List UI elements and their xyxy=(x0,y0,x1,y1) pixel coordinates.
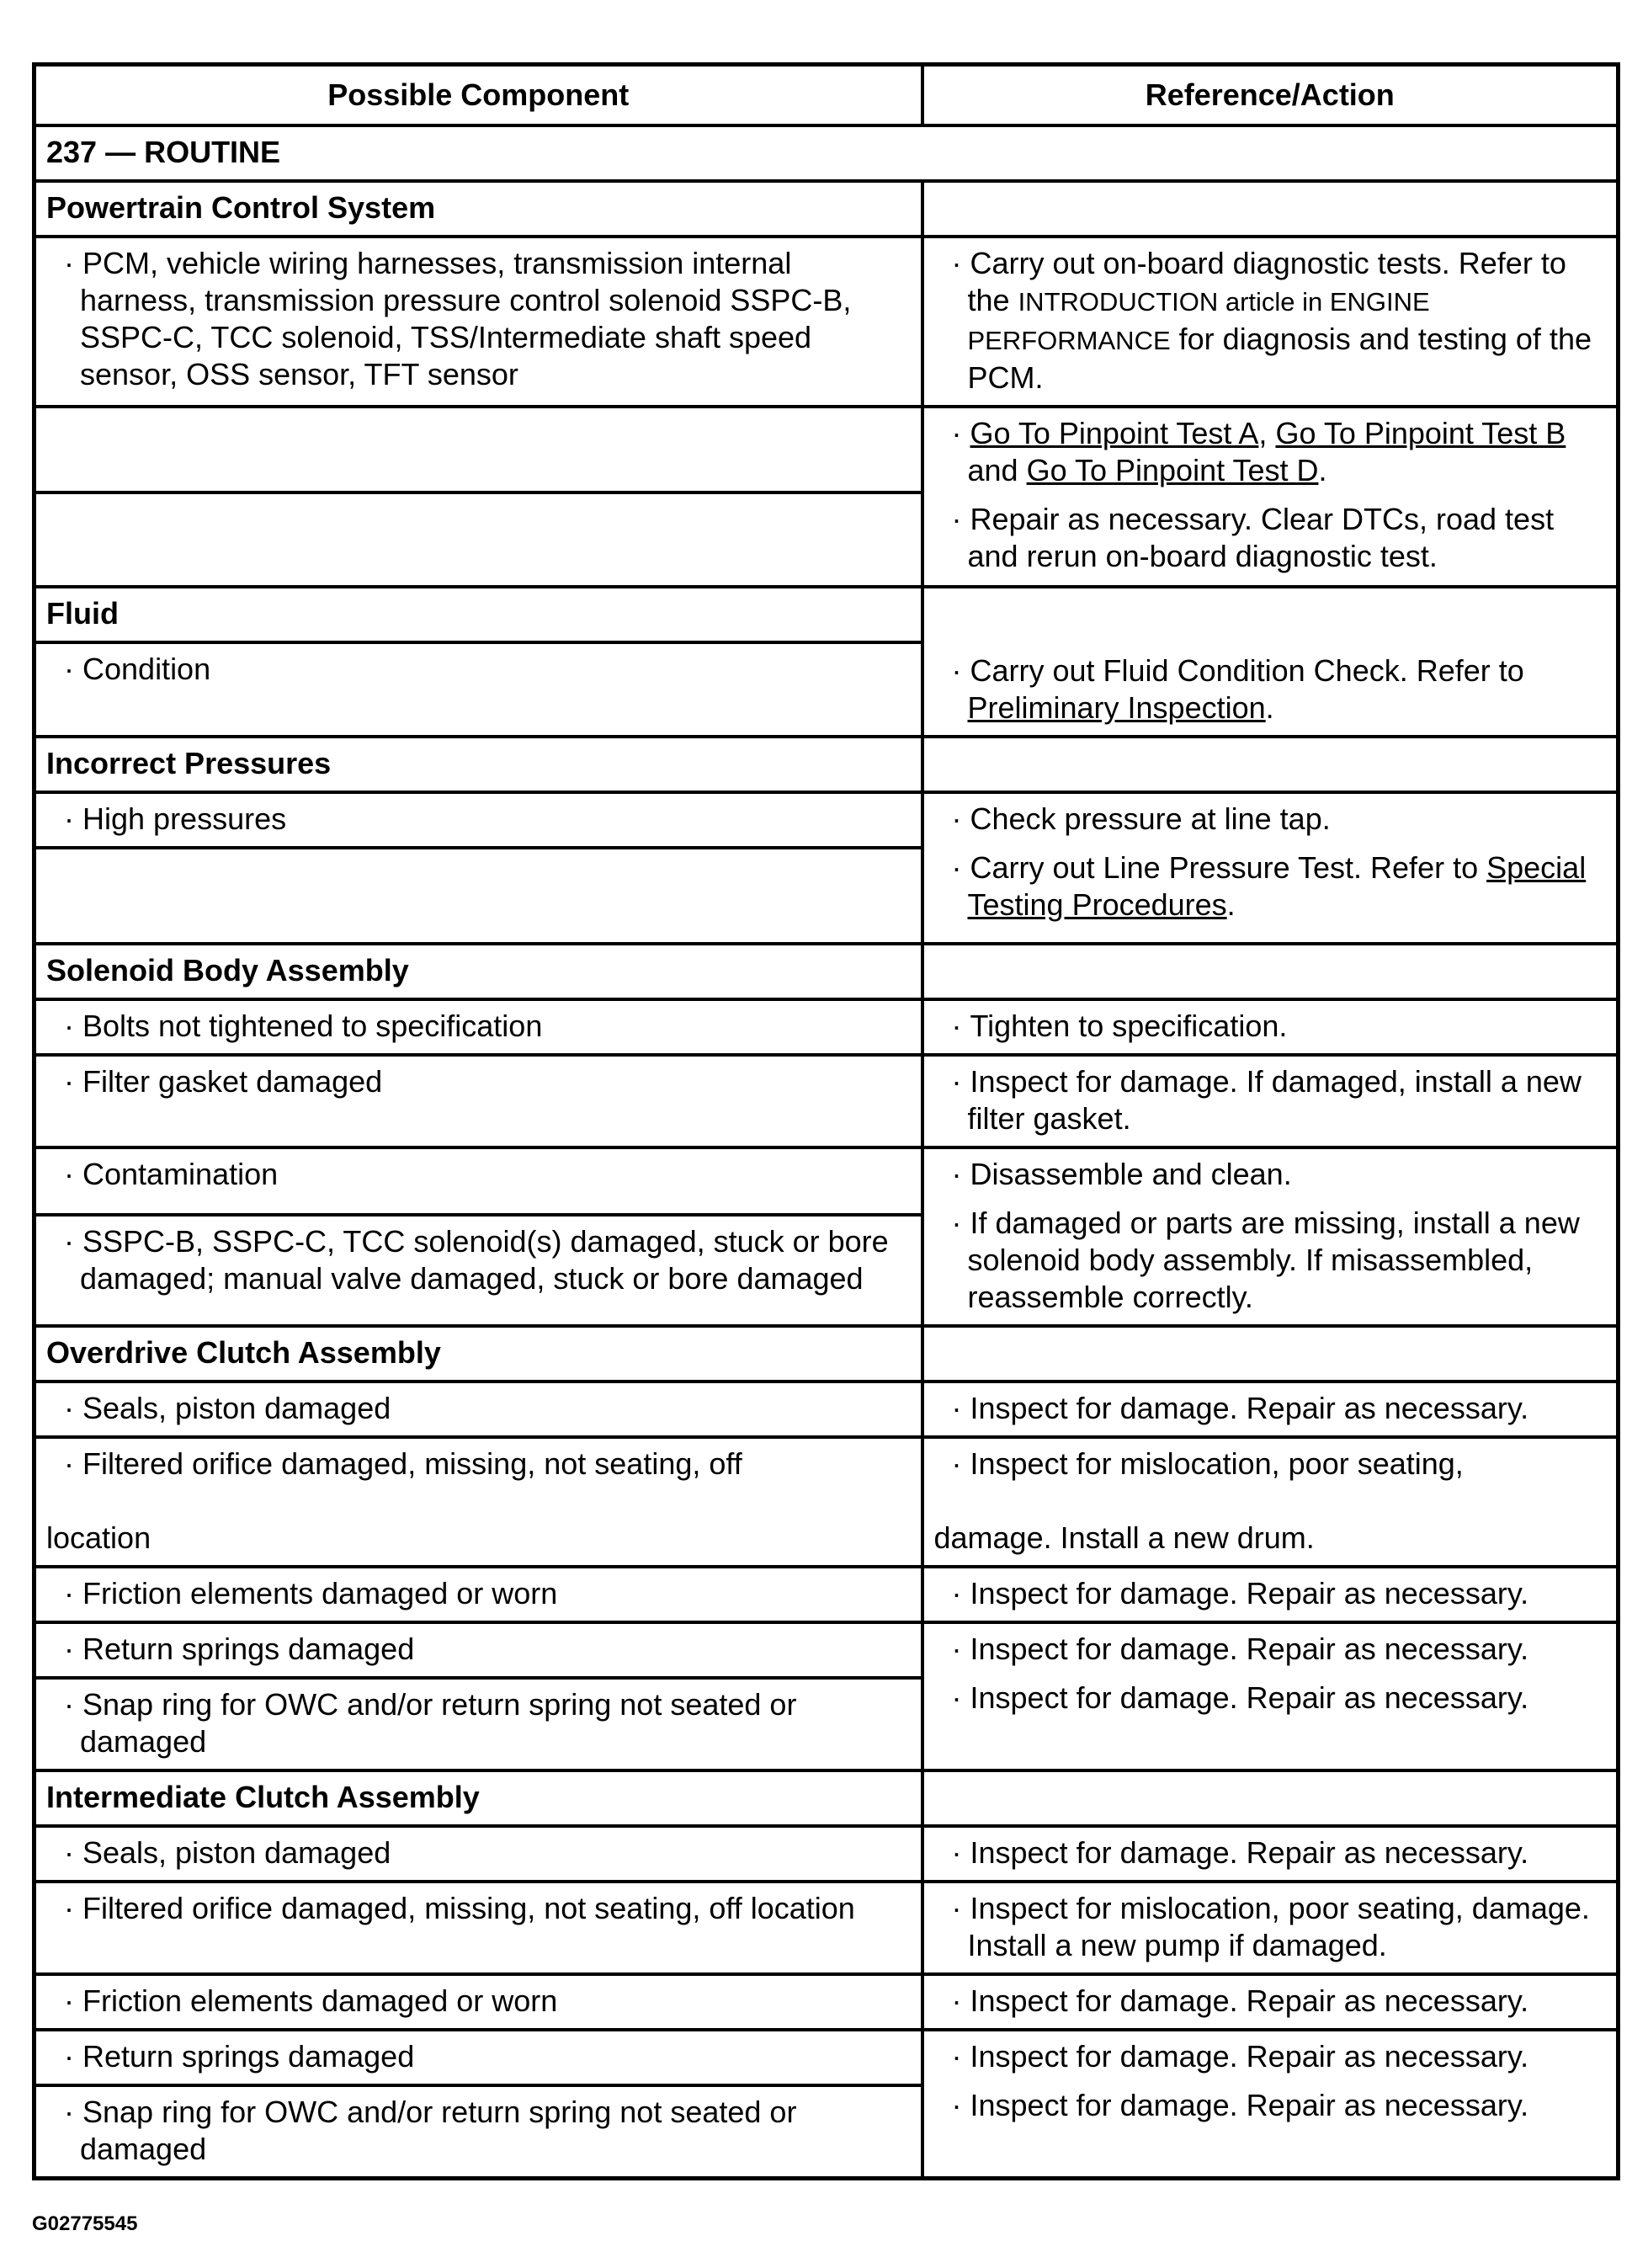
component-item: · Contamination xyxy=(46,1156,911,1193)
component-cell xyxy=(35,1567,922,1622)
action-cell xyxy=(922,1974,1619,2030)
action-text: Carry out Line Pressure Test. Refer to xyxy=(970,850,1479,885)
action-item: · Check pressure at line tap. xyxy=(934,801,1607,838)
component-cell xyxy=(35,237,922,407)
action-cell xyxy=(922,1055,1619,1147)
section-row xyxy=(35,181,1619,237)
section-title-pressures: Incorrect Pressures xyxy=(35,737,922,792)
component-cell xyxy=(35,1437,922,1567)
pinpoint-test-b-link[interactable]: Go To Pinpoint Test B xyxy=(1275,416,1566,450)
period-text: . xyxy=(1318,453,1327,487)
period-text: . xyxy=(1265,690,1274,725)
table-row xyxy=(35,1055,1619,1147)
action-item: · Inspect for damage. Repair as necessary. xyxy=(934,1575,1607,1612)
special-testing-procedures-link[interactable]: Special Testing Procedures xyxy=(967,850,1587,922)
table-row xyxy=(35,1147,1619,1215)
routine-title-row xyxy=(35,125,1619,181)
header-possible-component: Possible Component xyxy=(35,65,922,126)
component-cell xyxy=(35,1215,922,1327)
action-cell xyxy=(922,1567,1619,1622)
action-item: · Inspect for damage. Repair as necessary. xyxy=(934,1631,1607,1668)
action-cell xyxy=(922,2030,1619,2179)
table-row xyxy=(35,1826,1619,1882)
table-row xyxy=(35,1622,1619,1678)
section-row xyxy=(35,1326,1619,1382)
action-item: · Inspect for damage. Repair as necessary. xyxy=(934,1680,1607,1717)
table-row xyxy=(35,1567,1619,1622)
action-cell xyxy=(922,587,1619,737)
action-cell xyxy=(922,237,1619,407)
component-item: · Filtered orifice damaged, missing, not seating, off location xyxy=(46,1890,911,1927)
section-row xyxy=(35,1770,1619,1826)
component-item: · Filter gasket damaged xyxy=(46,1063,911,1100)
action-item xyxy=(934,849,1607,924)
component-item: · Friction elements damaged or worn xyxy=(46,1575,911,1612)
action-item: · Inspect for damage. If damaged, install a new filter gasket. xyxy=(934,1063,1607,1137)
component-item: · Snap ring for OWC and/or return spring not seated or damaged xyxy=(46,2094,911,2168)
action-item: · Inspect for damage. Repair as necessary. xyxy=(934,1390,1607,1427)
action-item: · Inspect for damage. Repair as necessary. xyxy=(934,2038,1607,2075)
action-text: Carry out Fluid Condition Check. Refer to xyxy=(970,653,1524,688)
component-item: · Bolts not tightened to specification xyxy=(46,1008,911,1045)
component-cell xyxy=(35,1974,922,2030)
component-cell xyxy=(35,1678,922,1770)
action-item: · If damaged or parts are missing, install a new solenoid body assembly. If misassembled, reassemble correctly. xyxy=(934,1205,1607,1316)
action-item: · Inspect for damage. Repair as necessary. xyxy=(934,1834,1607,1871)
component-cell xyxy=(35,1826,922,1882)
figure-id: G02775545 xyxy=(32,2212,138,2235)
section-row xyxy=(35,737,1619,792)
component-cell xyxy=(35,642,922,737)
action-item: · Repair as necessary. Clear DTCs, road test and rerun on-board diagnostic test. xyxy=(934,501,1607,575)
component-cell xyxy=(35,1882,922,1974)
section-empty-cell xyxy=(922,1326,1619,1382)
action-cell xyxy=(922,1622,1619,1770)
component-item: · Seals, piston damaged xyxy=(46,1390,911,1427)
section-title-intermediate: Intermediate Clutch Assembly xyxy=(35,1770,922,1826)
table-row xyxy=(35,792,1619,848)
section-empty-cell xyxy=(922,181,1619,237)
component-item: · Filtered orifice damaged, missing, not seating, off xyxy=(46,1445,911,1483)
action-item: · Tighten to specification. xyxy=(934,1008,1607,1045)
component-cell-empty xyxy=(35,407,922,492)
action-cell xyxy=(922,1147,1619,1326)
table-row xyxy=(35,237,1619,407)
action-item-continued: damage. Install a new drum. xyxy=(933,1520,1315,1555)
action-cell xyxy=(922,1882,1619,1974)
component-cell xyxy=(35,1622,922,1678)
section-empty-cell xyxy=(922,944,1619,999)
action-cell xyxy=(922,792,1619,944)
preliminary-inspection-link[interactable]: Preliminary Inspection xyxy=(967,690,1266,725)
component-cell xyxy=(35,1055,922,1147)
component-item: · SSPC-B, SSPC-C, TCC solenoid(s) damaged, stuck or bore damaged; manual valve damaged, stuck or bore damaged xyxy=(46,1223,911,1297)
component-item: · Return springs damaged xyxy=(46,1631,911,1668)
action-cell xyxy=(922,999,1619,1055)
diagnosis-table xyxy=(32,62,1620,2180)
action-text: Carry out on-board diagnostic tests. Refer to the xyxy=(967,246,1566,317)
action-text: for diagnosis and testing of the PCM. xyxy=(967,322,1592,395)
pinpoint-test-a-link[interactable]: Go To Pinpoint Test A xyxy=(970,416,1259,450)
pinpoint-test-d-link[interactable]: Go To Pinpoint Test D xyxy=(1026,453,1319,487)
routine-title: 237 — ROUTINE xyxy=(35,125,1619,181)
table-row xyxy=(35,1974,1619,2030)
section-title-pcs: Powertrain Control System xyxy=(35,181,922,237)
component-item: · Friction elements damaged or worn xyxy=(46,1983,911,2020)
period-text: . xyxy=(1226,887,1236,922)
component-item: · PCM, vehicle wiring harnesses, transmission internal harness, transmission pressure control solenoid SSPC-B, SSPC-C, TCC solenoid, TSS/Intermediate shaft speed sensor, OSS sensor, TFT sensor xyxy=(46,245,911,393)
component-cell-empty xyxy=(35,848,922,944)
table-row xyxy=(35,1437,1619,1567)
table-row xyxy=(35,407,1619,492)
action-cell xyxy=(922,407,1619,587)
table-row xyxy=(35,999,1619,1055)
component-item: · Snap ring for OWC and/or return spring not seated or damaged xyxy=(46,1686,911,1760)
section-row xyxy=(35,944,1619,999)
action-cell xyxy=(922,1826,1619,1882)
section-row xyxy=(35,587,1619,642)
action-item: · Inspect for damage. Repair as necessary. xyxy=(934,2087,1607,2124)
action-item xyxy=(934,652,1607,727)
component-item-continued: location xyxy=(46,1520,152,1555)
section-title-overdrive: Overdrive Clutch Assembly xyxy=(35,1326,922,1382)
table-row xyxy=(35,2030,1619,2085)
action-item: · Inspect for mislocation, poor seating, xyxy=(934,1445,1607,1483)
component-cell xyxy=(35,999,922,1055)
component-item: · Return springs damaged xyxy=(46,2038,911,2075)
table-header-row xyxy=(35,65,1619,126)
component-cell xyxy=(35,2030,922,2085)
action-item: · Inspect for mislocation, poor seating, damage. Install a new pump if damaged. xyxy=(934,1890,1607,1964)
component-item: · Seals, piston damaged xyxy=(46,1834,911,1871)
action-ref-text: INTRODUCTION article in ENGINE PERFORMANCE xyxy=(967,287,1430,355)
section-title-solenoid: Solenoid Body Assembly xyxy=(35,944,922,999)
table-row xyxy=(35,1882,1619,1974)
action-item xyxy=(934,245,1607,397)
component-cell xyxy=(35,792,922,848)
component-cell xyxy=(35,2085,922,2179)
component-cell-empty xyxy=(35,492,922,587)
action-item: · Inspect for damage. Repair as necessary. xyxy=(934,1983,1607,2020)
section-empty-cell xyxy=(922,1770,1619,1826)
component-item: · Condition xyxy=(46,651,911,688)
action-cell xyxy=(922,1382,1619,1437)
table-row xyxy=(35,1382,1619,1437)
action-item: · Disassemble and clean. xyxy=(934,1156,1607,1193)
header-reference-action: Reference/Action xyxy=(922,65,1619,126)
and-text: and xyxy=(967,453,1018,487)
action-item xyxy=(934,415,1607,489)
section-empty-cell xyxy=(922,737,1619,792)
component-item: · High pressures xyxy=(46,801,911,838)
component-cell xyxy=(35,1382,922,1437)
action-cell xyxy=(922,1437,1619,1567)
separator-text: , xyxy=(1258,416,1268,450)
component-cell xyxy=(35,1147,922,1215)
section-title-fluid: Fluid xyxy=(35,587,922,642)
